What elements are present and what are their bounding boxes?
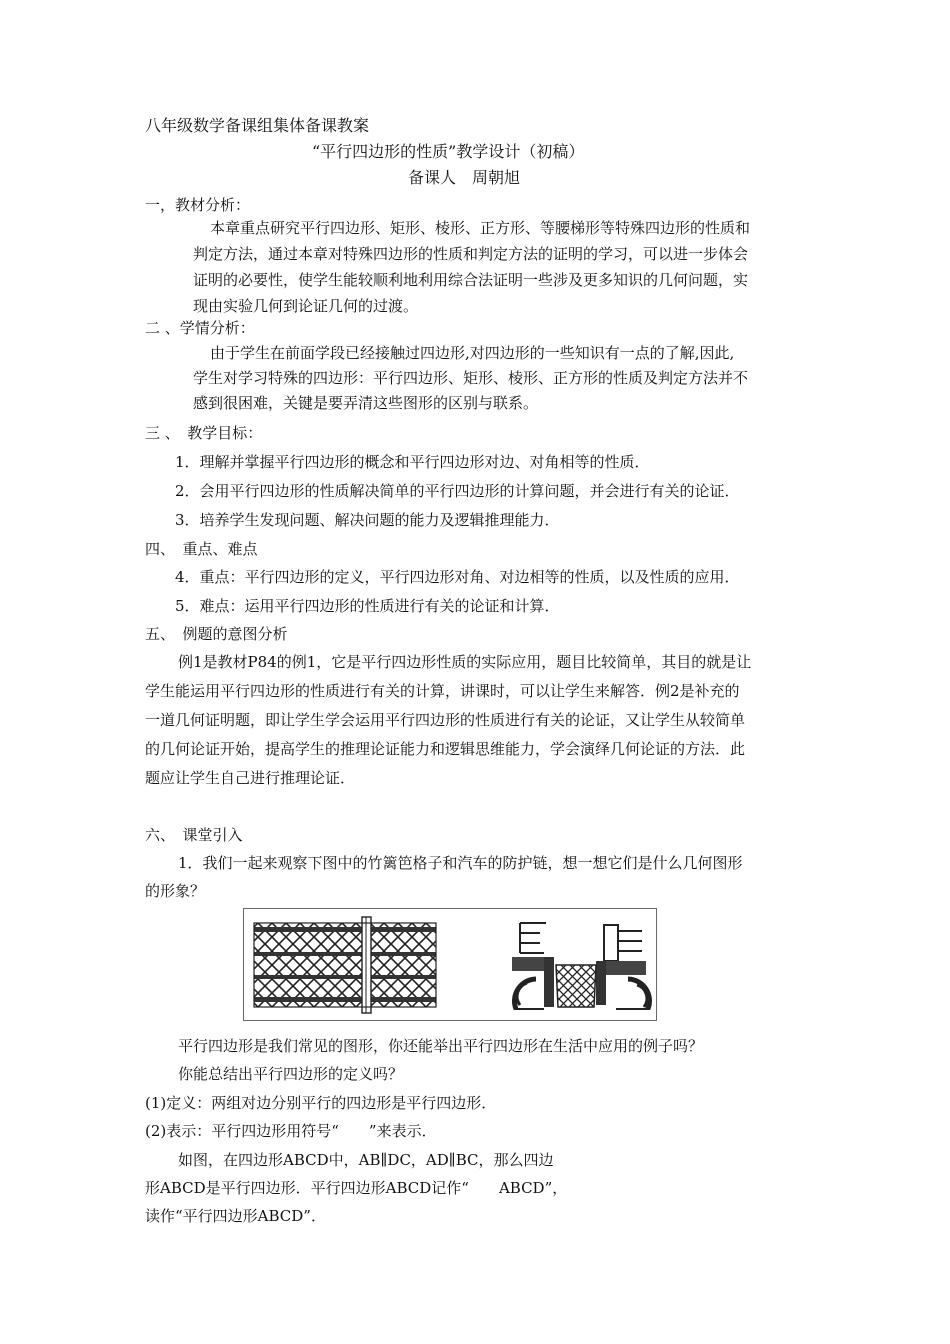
paragraph-line: 证明的必要性，使学生能较顺利地利用综合法证明一些涉及更多知识的几何问题，实 <box>193 271 749 289</box>
notation-line: (2)表示：平行四边形用符号“ ”来表示． <box>145 1122 437 1140</box>
figure-illustration <box>244 909 656 1020</box>
document-header: 八年级数学备课组集体备课教案 <box>145 116 370 135</box>
paragraph-line: 的形象？ <box>145 882 206 900</box>
section-heading-5: 五、 例题的意图分析 <box>145 625 288 643</box>
section-heading-3: 三 、 教学目标： <box>145 424 263 442</box>
paragraph-line: 本章重点研究平行四边形、矩形、棱形、正方形、等腰梯形等特殊四边形的性质和 <box>210 219 751 237</box>
document-title: “平行四边形的性质”教学设计（初稿） <box>312 142 585 161</box>
paragraph-line: 你能总结出平行四边形的定义吗？ <box>178 1065 404 1083</box>
paragraph-line: 的几何论证开始，提高学生的推理论证能力和逻辑思维能力，学会演绎几何论证的方法．此 <box>145 740 746 758</box>
bamboo-fence <box>254 917 436 1013</box>
definition-line: (1)定义：两组对边分别平行的四边形是平行四边形． <box>145 1094 497 1112</box>
paragraph-line: 形ABCD是平行四边形．平行四边形ABCD记作“ ABCD”， <box>145 1179 568 1197</box>
paragraph-line: 学生对学习特殊的四边形：平行四边形、矩形、棱形、正方形的性质及判定方法并不 <box>193 369 749 387</box>
paragraph-line: 1．我们一起来观察下图中的竹篱笆格子和汽车的防护链，想一想它们是什么几何图形 <box>178 854 743 872</box>
paragraph-line: 读作“平行四边形ABCD”． <box>145 1207 326 1225</box>
paragraph-line: 平行四边形是我们常见的图形，你还能举出平行四边形在生活中应用的例子吗？ <box>178 1037 704 1055</box>
paragraph-line: 判定方法，通过本章对特殊四边形的性质和判定方法的证明的学习，可以进一步体会 <box>193 245 749 263</box>
paragraph-line: 一道几何证明题，即让学生学会运用平行四边形的性质进行有关的论证，又让学生从较简单 <box>145 711 746 729</box>
keypoint-item: 4．重点：平行四边形的定义，平行四边形对角、对边相等的性质，以及性质的应用． <box>175 568 740 586</box>
section-heading-2: 二 、学情分析： <box>145 319 255 337</box>
section-heading-4: 四、 重点、难点 <box>145 540 258 558</box>
paragraph-line: 如图，在四边形ABCD中，AB∥DC，AD∥BC，那么四边 <box>178 1151 554 1169</box>
paragraph-line: 现由实验几何到论证几何的过渡。 <box>193 297 419 315</box>
paragraph-line: 例1是教材P84的例1，它是平行四边形性质的实际应用，题目比较简单，其目的就是让 <box>178 653 752 671</box>
fence-and-chain-figure <box>243 908 657 1021</box>
objective-item: 1．理解并掌握平行四边形的概念和平行四边形对边、对角相等的性质． <box>175 453 650 471</box>
objective-item: 2．会用平行四边形的性质解决简单的平行四边形的计算问题，并会进行有关的论证． <box>175 482 740 500</box>
section-heading-6: 六、 课堂引入 <box>145 826 243 844</box>
paragraph-line: 由于学生在前面学段已经接触过四边形,对四边形的一些知识有一点的了解,因此, <box>210 344 735 362</box>
paragraph-line: 感到很困难，关键是要弄清这些图形的区别与联系。 <box>193 394 539 412</box>
objective-item: 3．培养学生发现问题、解决问题的能力及逻辑推理能力． <box>175 511 560 529</box>
paragraph-line: 题应让学生自己进行推理论证． <box>145 769 356 787</box>
section-heading-1: 一，教材分析： <box>145 196 251 214</box>
paragraph-line: 学生能运用平行四边形的性质进行有关的计算，讲课时，可以让学生来解答．例2是补充的 <box>145 682 740 700</box>
author-line: 备课人 周朝旭 <box>408 168 521 187</box>
car-protective-chain <box>512 923 650 1009</box>
keypoint-item: 5．难点：运用平行四边形的性质进行有关的论证和计算． <box>175 597 560 615</box>
